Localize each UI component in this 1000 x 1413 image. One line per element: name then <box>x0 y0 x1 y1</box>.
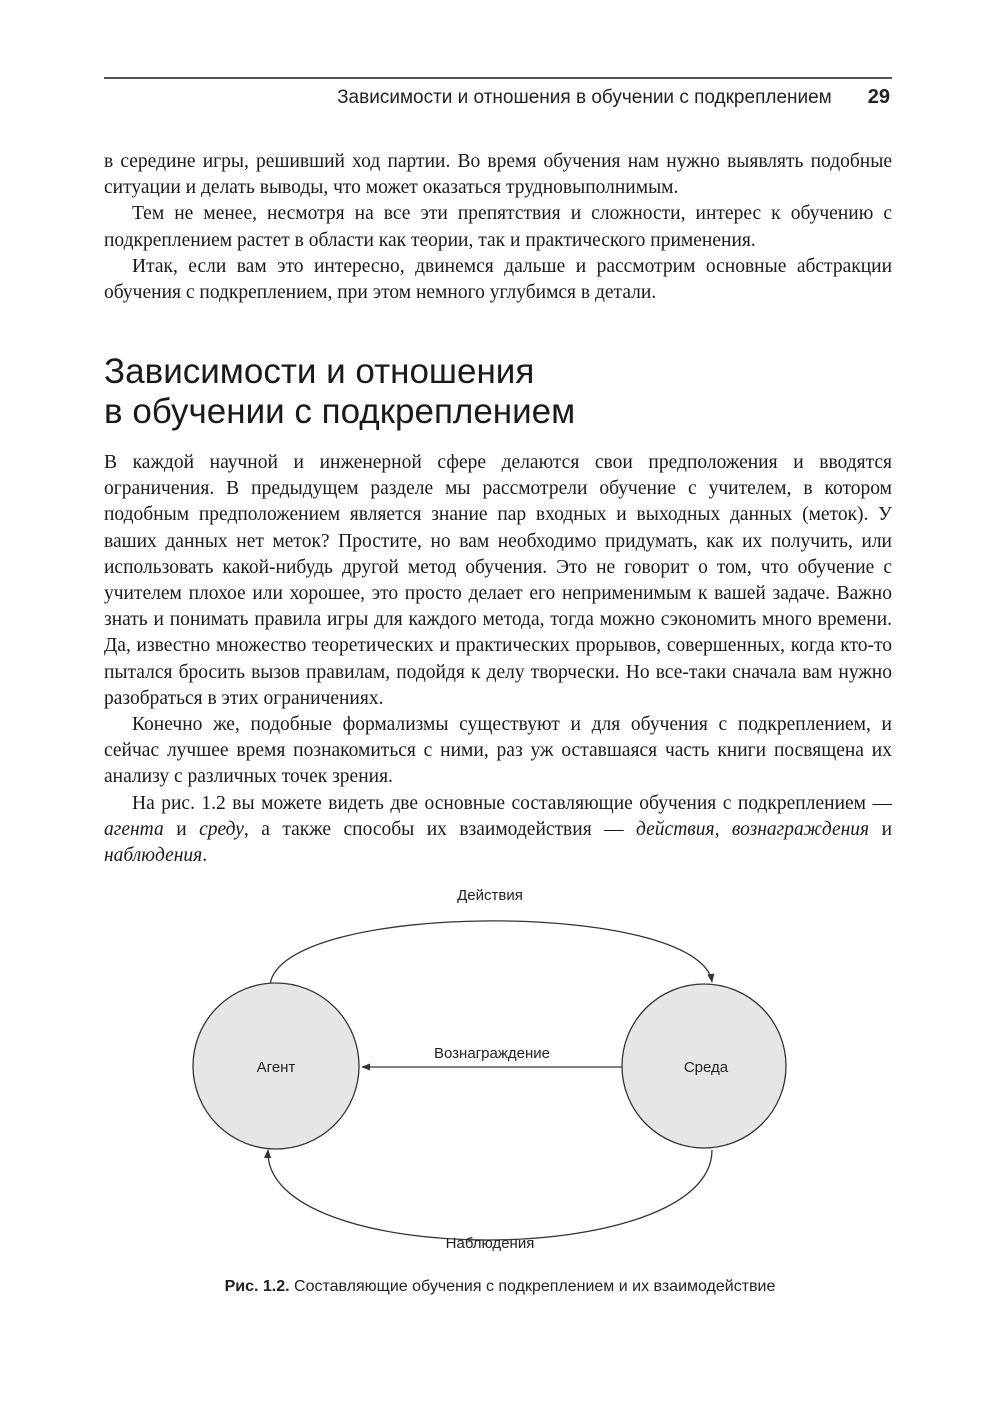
figure-caption <box>0 1278 1000 1296</box>
page-number: 29 <box>867 86 890 108</box>
section-paragraph-3 <box>104 791 892 870</box>
intro-text <box>104 149 892 306</box>
intro-paragraph-1: в середине игры, решивший ход партии. Во время обучения нам нужно выявлять подобные ситуации и делать выводы, что может оказаться трудновыполнимым. <box>104 151 892 199</box>
caption-text: Составляющие обучения с подкреплением и их взаимодействие <box>289 1278 776 1295</box>
header-rule <box>104 77 892 79</box>
p3-actions-term: действия <box>636 818 715 840</box>
observations-arrow <box>268 1150 712 1240</box>
p3-observations-term: наблюдения <box>104 845 203 867</box>
environment-label: Среда <box>683 1059 729 1076</box>
agent-label: Агент <box>256 1059 296 1076</box>
p3-mid: , а также способы их взаимодействия — <box>243 818 637 840</box>
figure-1-2 <box>0 870 1000 1300</box>
p3-start: На рис. 1.2 вы можете видеть две основные составляющие обучения с подкреплением — <box>132 792 892 814</box>
intro-paragraph-2: Тем не менее, несмотря на все эти препятствия и сложности, интерес к обучению с подкреплением растет в области как теории, так и практического применения. <box>104 203 892 251</box>
p3-end: . <box>202 845 208 867</box>
running-title: Зависимости и отношения в обучении с подкреплением <box>337 87 832 108</box>
section-heading <box>104 352 892 432</box>
actions-arrow <box>270 921 712 985</box>
p3-agent-term: агента <box>104 818 164 840</box>
observations-label: Наблюдения <box>445 1235 535 1252</box>
p3-rewards-term: вознаграждения <box>731 818 870 840</box>
section-paragraph-1: В каждой научной и инженерной сфере делаются свои предположения и вводятся ограничения. В предыдущем разделе мы рассмотрели обучение с учителем, в котором подобным предположением является знание пар входных и выходных данных (меток). У ваших данных нет меток? Простите, но вам необходимо придумать, как их получить, или использовать какой-нибудь другой метод обучения. Это не говорит о том, что обучение с учителем плохое или хорошее, это просто делает его неприменимым к вашей задаче. Важно знать и понимать правила игры для каждого метода, тогда можно сэкономить много времени. Да, известно множество теоретических и практических прорывов, совершенных, когда кто-то пытался бросить вызов правилам, подойдя к делу творчески. Но все-таки сначала вам нужно разобраться в этих ограничениях. <box>104 452 892 709</box>
reward-label: Вознаграждение <box>434 1045 550 1062</box>
intro-paragraph-3: Итак, если вам это интересно, двинемся дальше и рассмотрим основные абстракции обучения с подкреплением, при этом немного углубимся в детали. <box>104 255 892 304</box>
caption-number: Рис. 1.2. <box>224 1278 290 1295</box>
p3-env-term: среду <box>199 818 244 840</box>
section-heading-line-2: в обучении с подкреплением <box>104 392 576 431</box>
section-paragraph-2: Конечно же, подобные формализмы существуют и для обучения с подкреплением, и сейчас лучшее время познакомиться с ними, раз уж оставшаяся часть книги посвящена их анализу с различных точек зрения. <box>104 714 892 788</box>
actions-label: Действия <box>457 887 523 904</box>
p3-comma: , <box>714 818 732 840</box>
section-heading-line-1: Зависимости и отношения <box>104 352 535 391</box>
p3-and-1: и <box>163 818 200 840</box>
section-text <box>104 450 892 869</box>
running-head <box>104 86 890 109</box>
p3-and-2: и <box>869 818 892 840</box>
rl-diagram <box>0 870 1000 1300</box>
